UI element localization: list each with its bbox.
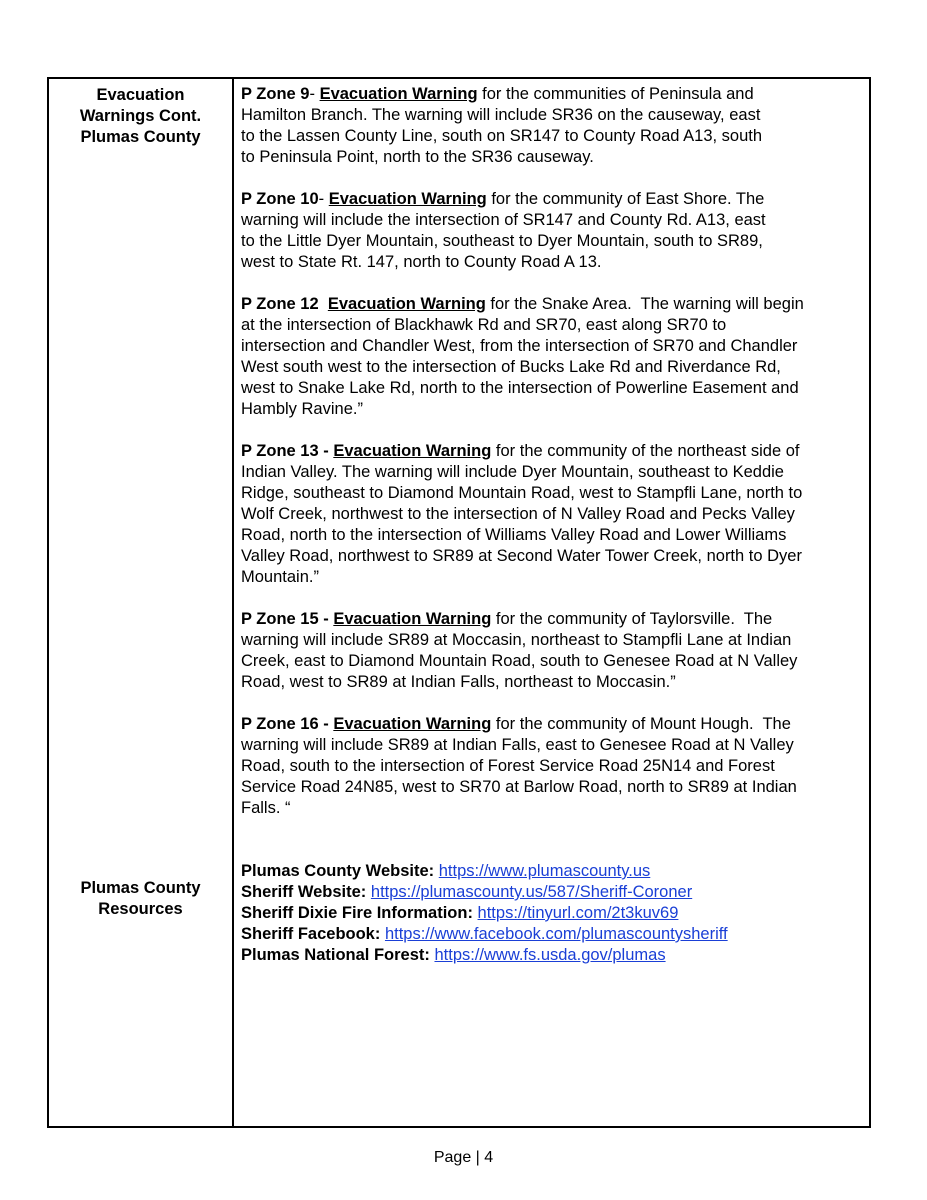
resource-label: Sheriff Website:: [241, 883, 367, 901]
zone-list: [241, 84, 871, 819]
zone-line: warning will include the intersection of SR147 and County Rd. A13, east: [241, 211, 766, 229]
zone-line: Wolf Creek, northwest to the intersection of N Valley Road and Pecks Valley: [241, 505, 795, 523]
zone-line: Hamilton Branch. The warning will include SR36 on the causeway, east: [241, 106, 761, 124]
resource-link[interactable]: https://www.fs.usda.gov/plumas: [434, 946, 666, 964]
resource-row: [241, 924, 871, 945]
zone-id: P Zone 15 -: [241, 610, 334, 628]
content-table: [47, 77, 871, 1128]
zone-line: [241, 609, 871, 630]
zone-id: P Zone 16 -: [241, 715, 334, 733]
resource-row: [241, 903, 871, 924]
evacuation-warning-label: Evacuation Warning: [333, 442, 492, 460]
zone-id: P Zone 9: [241, 85, 310, 103]
resource-link[interactable]: https://plumascounty.us/587/Sheriff-Coroner: [370, 883, 693, 901]
label-line: Resources: [98, 900, 183, 918]
zone-line: to Peninsula Point, north to the SR36 causeway.: [241, 148, 594, 166]
resource-label: Plumas County Website:: [241, 862, 435, 880]
zone-line: Indian Valley. The warning will include Dyer Mountain, southeast to Keddie: [241, 463, 784, 481]
evacuation-warning-label: Evacuation Warning: [333, 610, 492, 628]
resource-label: Sheriff Dixie Fire Information:: [241, 904, 473, 922]
zone-line: West south west to the intersection of Bucks Lake Rd and Riverdance Rd,: [241, 358, 781, 376]
resources-label: [49, 878, 232, 920]
zone-text: for the communities of Peninsula and: [477, 85, 754, 103]
zone-line: warning will include SR89 at Moccasin, northeast to Stampfli Lane at Indian: [241, 631, 792, 649]
zone-separator: [319, 295, 328, 313]
resource-link[interactable]: https://tinyurl.com/2t3kuv69: [477, 904, 679, 922]
zone-paragraph: [241, 609, 871, 693]
evacuation-warning-label: Evacuation Warning: [333, 715, 492, 733]
zone-line: Service Road 24N85, west to SR70 at Barlow Road, north to SR89 at Indian: [241, 778, 797, 796]
zone-text: for the Snake Area. The warning will begin: [485, 295, 804, 313]
zone-line: Falls. “: [241, 799, 291, 817]
label-line: Plumas County: [80, 128, 201, 146]
zone-line: at the intersection of Blackhawk Rd and SR70, east along SR70 to: [241, 316, 727, 334]
zone-line: Road, south to the intersection of Forest Service Road 25N14 and Forest: [241, 757, 775, 775]
evacuation-warning-label: Evacuation Warning: [328, 190, 487, 208]
zone-paragraph: [241, 714, 871, 819]
resource-row: [241, 861, 871, 882]
evacuation-warning-label: Evacuation Warning: [327, 295, 486, 313]
evacuation-warning-label: Evacuation Warning: [319, 85, 478, 103]
resource-label: Plumas National Forest:: [241, 946, 430, 964]
zone-id: P Zone 12: [241, 295, 319, 313]
zone-line: intersection and Chandler West, from the intersection of SR70 and Chandler: [241, 337, 798, 355]
resource-links: [241, 861, 871, 966]
page-number: Page | 4: [433, 1149, 494, 1166]
zone-line: to the Lassen County Line, south on SR147 to County Road A13, south: [241, 127, 763, 145]
zone-paragraph: [241, 189, 871, 273]
zone-line: to the Little Dyer Mountain, southeast to Dyer Mountain, south to SR89,: [241, 232, 763, 250]
column-divider: [232, 79, 234, 1126]
zone-text: for the community of East Shore. The: [486, 190, 765, 208]
zone-line: west to Snake Lake Rd, north to the intersection of Powerline Easement and: [241, 379, 799, 397]
zone-paragraph: [241, 84, 871, 168]
zone-paragraph: [241, 294, 871, 420]
zone-line: Valley Road, northwest to SR89 at Second Water Tower Creek, north to Dyer: [241, 547, 802, 565]
zone-separator: -: [318, 190, 329, 208]
resource-link[interactable]: https://www.facebook.com/plumascountysheriff: [384, 925, 728, 943]
zone-line: west to State Rt. 147, north to County Road A 13.: [241, 253, 602, 271]
zone-line: Ridge, southeast to Diamond Mountain Road, west to Stampfli Lane, north to: [241, 484, 803, 502]
zone-text: for the community of Taylorsville. The: [491, 610, 773, 628]
label-line: Evacuation: [96, 86, 185, 104]
zone-line: Creek, east to Diamond Mountain Road, south to Genesee Road at N Valley: [241, 652, 798, 670]
zone-content: [241, 84, 871, 966]
zone-text: for the community of Mount Hough. The: [491, 715, 791, 733]
zone-id: P Zone 10: [241, 190, 319, 208]
zone-id: P Zone 13 -: [241, 442, 334, 460]
resource-row: [241, 945, 871, 966]
zone-line: Road, west to SR89 at Indian Falls, northeast to Moccasin.”: [241, 673, 676, 691]
label-line: Warnings Cont.: [79, 107, 202, 125]
zone-paragraph: [241, 441, 871, 588]
zone-line: [241, 294, 871, 315]
resource-link[interactable]: https://www.plumascounty.us: [438, 862, 651, 880]
zone-line: [241, 714, 871, 735]
zone-line: Hambly Ravine.”: [241, 400, 363, 418]
zone-line: warning will include SR89 at Indian Falls, east to Genesee Road at N Valley: [241, 736, 794, 754]
zone-line: [241, 441, 871, 462]
zone-line: Road, north to the intersection of Williams Valley Road and Lower Williams: [241, 526, 787, 544]
evacuation-warnings-label: [49, 85, 232, 148]
resource-label: Sheriff Facebook:: [241, 925, 381, 943]
label-line: Plumas County: [80, 879, 201, 897]
zone-text: for the community of the northeast side of: [491, 442, 800, 460]
zone-line: Mountain.”: [241, 568, 319, 586]
resource-row: [241, 882, 871, 903]
zone-line: [241, 189, 871, 210]
zone-line: [241, 84, 871, 105]
zone-separator: -: [309, 85, 320, 103]
